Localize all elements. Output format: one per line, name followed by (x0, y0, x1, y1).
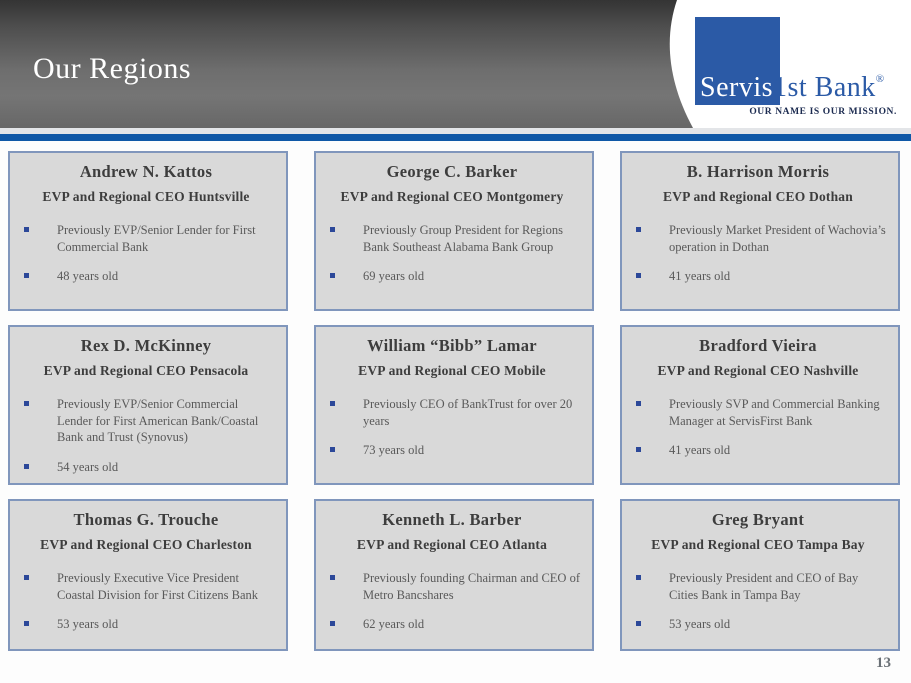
bullet-text: 53 years old (57, 617, 119, 631)
bullet-square-icon (24, 621, 29, 626)
bullet-item (636, 222, 894, 255)
bullet-item (330, 222, 588, 255)
executive-name: Kenneth L. Barber (382, 510, 522, 529)
bullet-item (636, 442, 894, 459)
executive-title: EVP and Regional CEO Dothan (663, 189, 853, 204)
bullet-text: Previously CEO of BankTrust for over 20 years (363, 397, 573, 428)
bullet-text: Previously EVP/Senior Commercial Lender for First American Bank/Coastal Bank and Trust (Synovus) (57, 397, 259, 444)
region-card-tampa-bay (620, 499, 900, 651)
bullet-text: 48 years old (57, 269, 119, 283)
bullet-text: 62 years old (363, 617, 425, 631)
executive-title: EVP and Regional CEO Huntsville (42, 189, 250, 204)
executive-name: B. Harrison Morris (686, 162, 830, 181)
bullet-square-icon (24, 401, 29, 406)
bullet-item (24, 459, 282, 476)
executive-name: George C. Barker (386, 162, 518, 181)
bullet-item (24, 396, 282, 446)
bullet-square-icon (24, 464, 29, 469)
bullet-square-icon (636, 273, 641, 278)
region-card-nashville (620, 325, 900, 485)
bullet-square-icon (330, 227, 335, 232)
bullet-item (24, 616, 282, 633)
bullet-square-icon (24, 575, 29, 580)
logo-text-1st-bank: 1st Bank (773, 72, 876, 103)
bullet-item (330, 616, 588, 633)
executive-name: Thomas G. Trouche (73, 510, 219, 529)
executive-title: EVP and Regional CEO Atlanta (356, 537, 548, 552)
bullet-text: Previously Market President of Wachovia’s operation in Dothan (669, 223, 886, 254)
region-card-huntsville (8, 151, 288, 311)
bullet-item (24, 222, 282, 255)
page-title: Our Regions (33, 52, 191, 85)
bullet-square-icon (24, 227, 29, 232)
bullet-text: Previously Executive Vice President Coastal Division for First Citizens Bank (57, 571, 259, 602)
bullet-item (636, 396, 894, 429)
logo-tagline: OUR NAME IS OUR MISSION. (749, 107, 897, 117)
bullet-square-icon (330, 621, 335, 626)
bullet-text: Previously President and CEO of Bay Cities Bank in Tampa Bay (669, 571, 859, 602)
executive-name: William “Bibb” Lamar (367, 336, 537, 355)
servisfirst-logo (700, 72, 885, 104)
bullet-text: 41 years old (669, 269, 731, 283)
executive-title: EVP and Regional CEO Montgomery (340, 189, 564, 204)
registered-trademark-icon: ® (875, 73, 885, 85)
logo-panel (651, 0, 911, 128)
bullet-square-icon (636, 447, 641, 452)
bullet-item (636, 268, 894, 285)
bullet-square-icon (636, 621, 641, 626)
region-card-atlanta (314, 499, 594, 651)
bullet-item (24, 268, 282, 285)
region-card-mobile (314, 325, 594, 485)
region-card-dothan (620, 151, 900, 311)
regions-grid (8, 151, 900, 651)
bullet-square-icon (636, 575, 641, 580)
bullet-item (636, 570, 894, 603)
page-number: 13 (876, 655, 891, 671)
executive-title: EVP and Regional CEO Charleston (40, 537, 252, 552)
region-card-charleston (8, 499, 288, 651)
region-card-pensacola (8, 325, 288, 485)
executive-name: Greg Bryant (711, 510, 805, 529)
bullet-text: 69 years old (363, 269, 425, 283)
bullet-text: 73 years old (363, 443, 425, 457)
divider-stripe-blue (0, 134, 911, 141)
bullet-text: Previously SVP and Commercial Banking Manager at ServisFirst Bank (669, 397, 880, 428)
bullet-square-icon (24, 273, 29, 278)
executive-title: EVP and Regional CEO Pensacola (43, 363, 249, 378)
bullet-item (330, 442, 588, 459)
bullet-square-icon (330, 273, 335, 278)
logo-text-servis: Servis (700, 72, 773, 103)
bullet-item (330, 396, 588, 429)
bullet-text: 41 years old (669, 443, 731, 457)
bullet-text: Previously founding Chairman and CEO of Metro Bancshares (363, 571, 580, 602)
executive-title: EVP and Regional CEO Nashville (657, 363, 859, 378)
bullet-item (330, 570, 588, 603)
executive-title: EVP and Regional CEO Tampa Bay (651, 537, 865, 552)
bullet-text: Previously EVP/Senior Lender for First Commercial Bank (57, 223, 256, 254)
executive-title: EVP and Regional CEO Mobile (358, 363, 546, 378)
bullet-square-icon (636, 227, 641, 232)
region-card-montgomery (314, 151, 594, 311)
bullet-item (24, 570, 282, 603)
bullet-item (636, 616, 894, 633)
bullet-square-icon (330, 575, 335, 580)
bullet-square-icon (636, 401, 641, 406)
executive-name: Rex D. McKinney (80, 336, 212, 355)
bullet-square-icon (330, 447, 335, 452)
bullet-text: 54 years old (57, 459, 119, 474)
bullet-text: Previously Group President for Regions Bank Southeast Alabama Bank Group (363, 223, 563, 254)
bullet-text: 53 years old (669, 617, 731, 631)
bullet-square-icon (330, 401, 335, 406)
executive-name: Bradford Vieira (699, 336, 817, 355)
bullet-item (330, 268, 588, 285)
executive-name: Andrew N. Kattos (79, 162, 213, 181)
